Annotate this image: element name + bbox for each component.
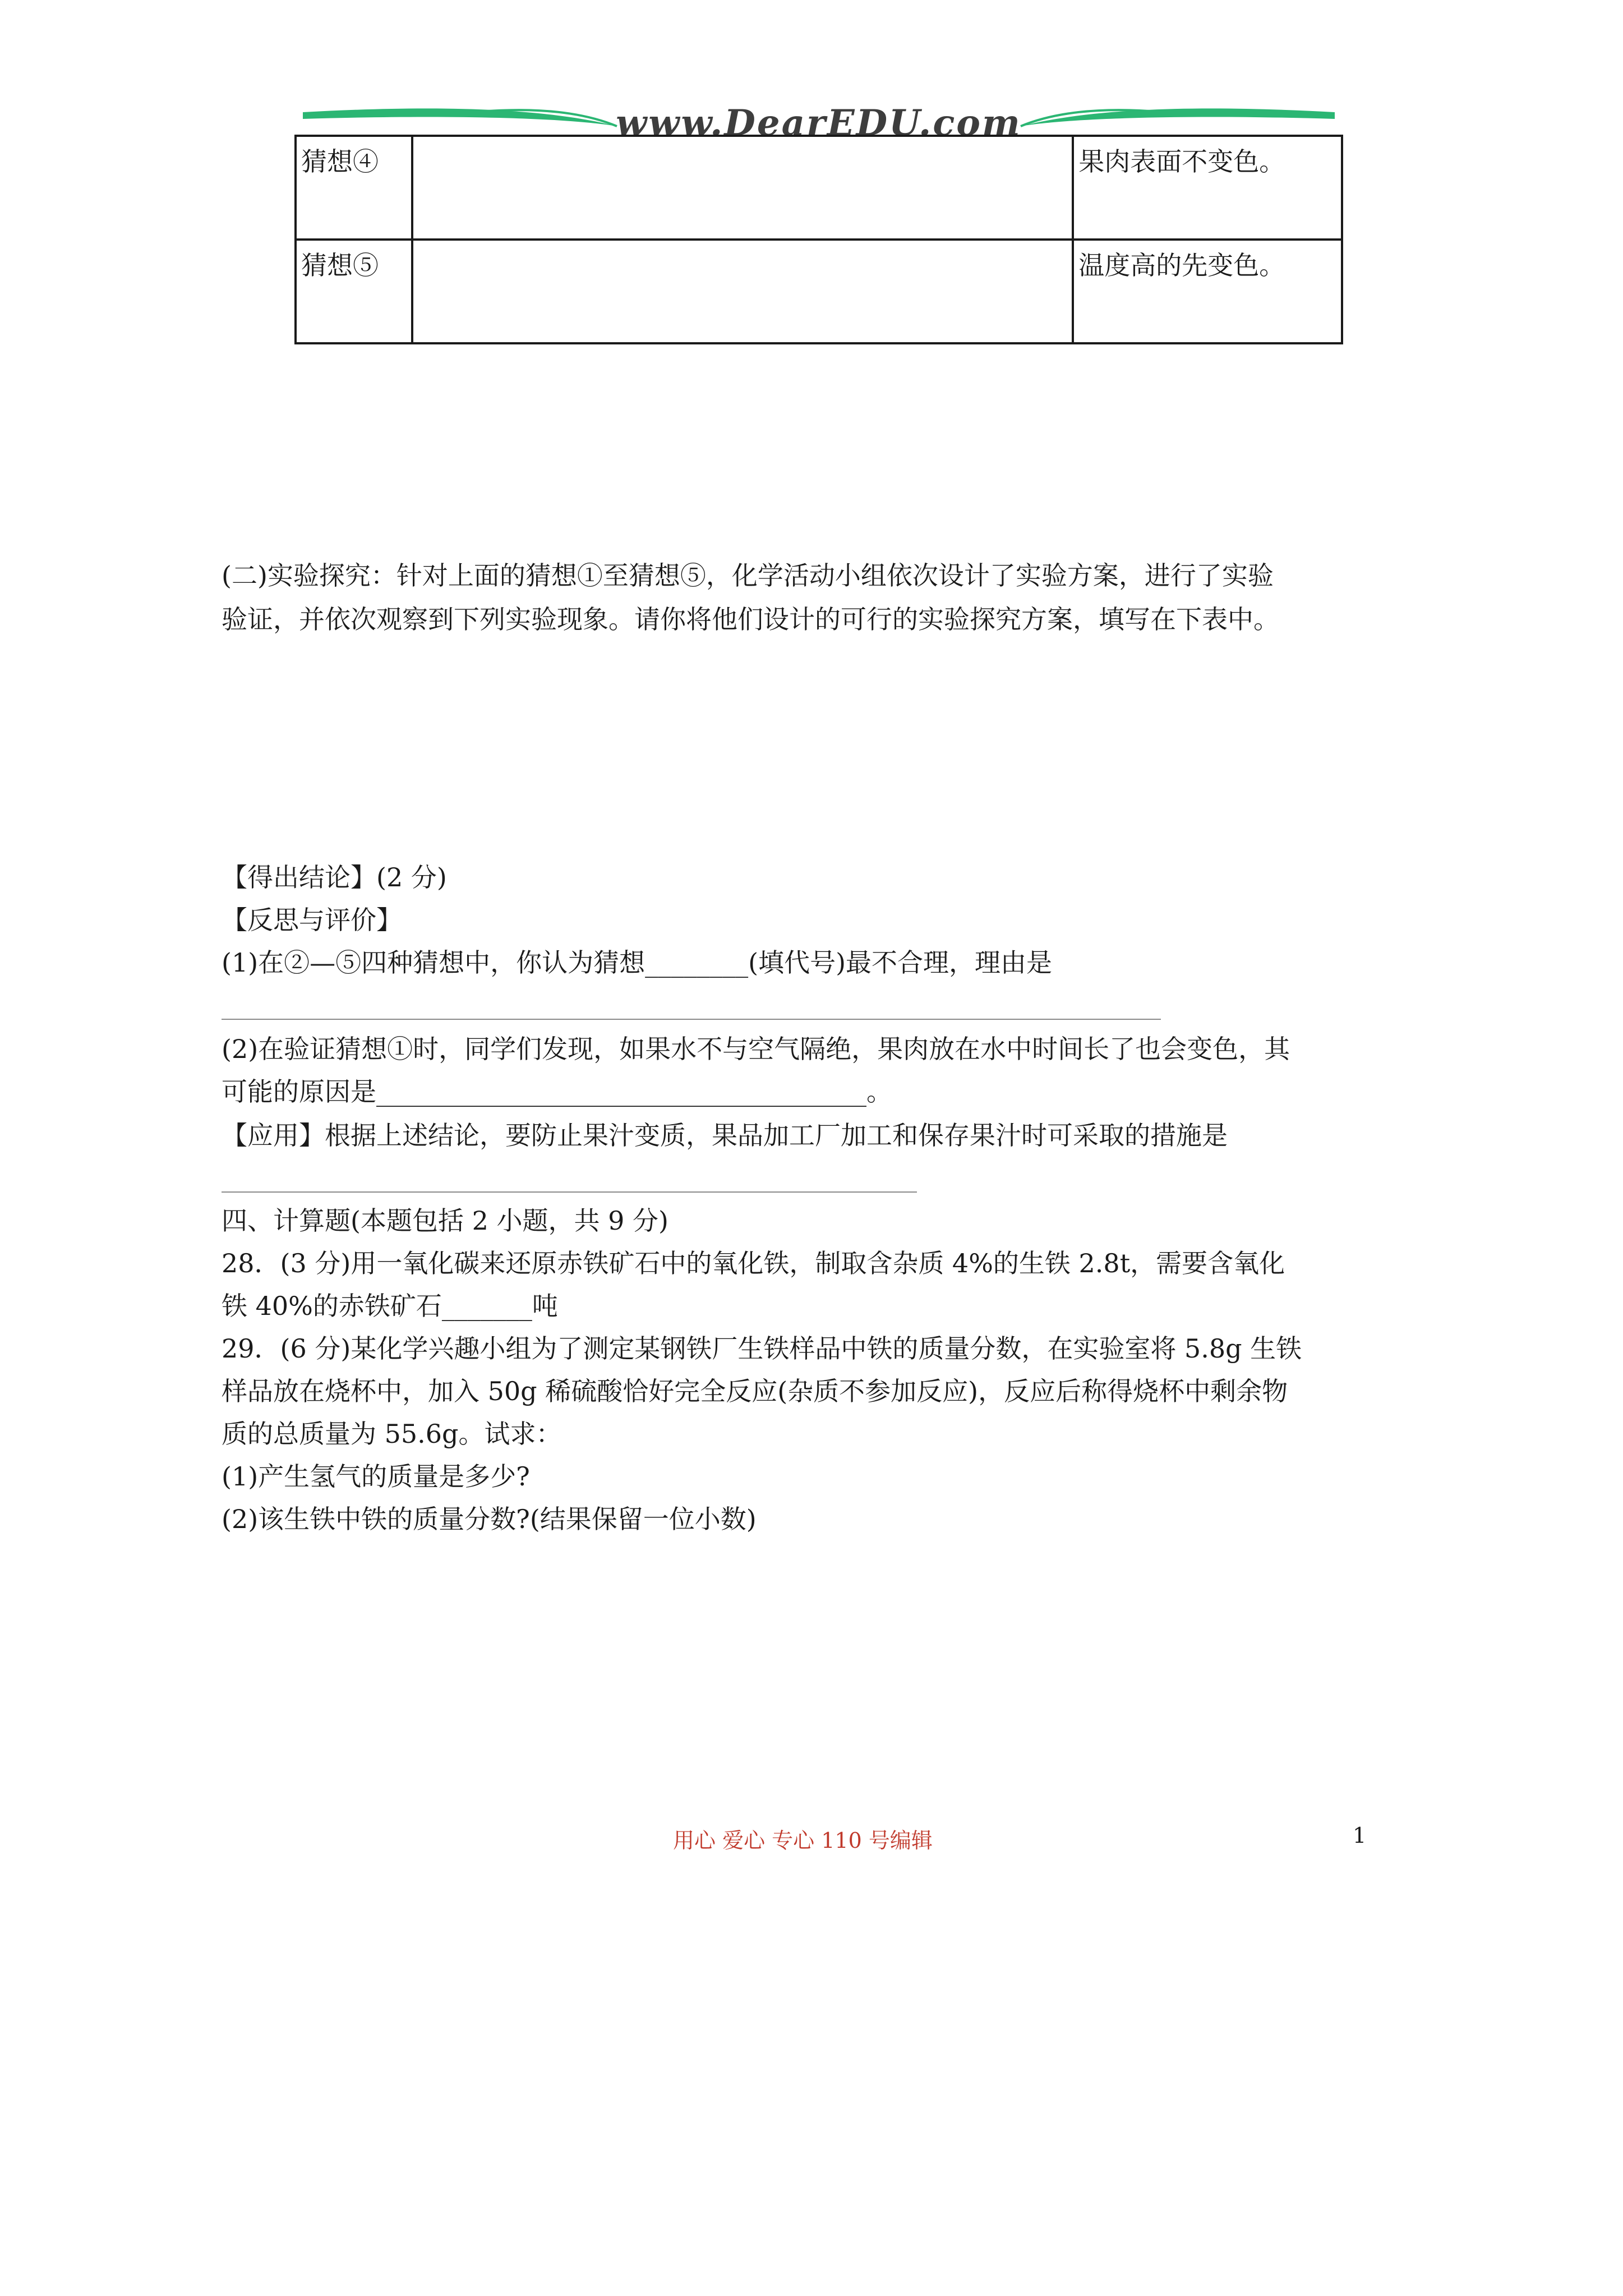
q29-sub2: (2)该生铁中铁的质量分数?(结果保留一位小数)	[222, 1504, 757, 1534]
footer-text: 用心 爱心 专心 110 号编辑	[673, 1828, 933, 1853]
method-cell[interactable]	[412, 240, 1073, 343]
q29-line1: 29．(6 分)某化学兴趣小组为了测定某钢铁厂生铁样品中铁的质量分数，在实验室将 5.8g 生铁	[222, 1333, 1302, 1364]
site-name: www.DearEDU.com	[616, 102, 1022, 144]
result-cell: 果肉表面不变色。	[1073, 136, 1342, 240]
table-row	[296, 136, 1342, 240]
answer-line[interactable]	[222, 1019, 1161, 1020]
conclusion-heading: 【得出结论】(2 分)	[222, 862, 447, 892]
row-label: 猜想⑤	[296, 240, 412, 343]
q29-sub1: (1)产生氢气的质量是多少?	[222, 1461, 530, 1492]
reflection-q2-line1: (2)在验证猜想①时，同学们发现，如果水不与空气隔绝，果肉放在水中时间长了也会变色，其	[222, 1034, 1290, 1064]
q28-line2: 铁 40%的赤铁矿石_______吨	[222, 1291, 558, 1321]
application-text: 【应用】根据上述结论，要防止果汁变质，果品加工厂加工和保存果汁时可采取的措施是	[222, 1120, 1228, 1151]
guess-table	[294, 135, 1343, 344]
method-cell[interactable]	[412, 136, 1073, 240]
q29-line2: 样品放在烧杯中，加入 50g 稀硫酸恰好完全反应(杂质不参加反应)，反应后称得烧杯中剩余物	[222, 1376, 1288, 1406]
section4-heading: 四、计算题(本题包括 2 小题，共 9 分)	[222, 1205, 668, 1236]
q29-line3: 质的总质量为 55.6g。试求：	[222, 1419, 562, 1449]
table-row	[296, 240, 1342, 343]
reflection-q2-line2: 可能的原因是______________________________________。	[222, 1076, 892, 1107]
page-number: 1	[1353, 1823, 1367, 1848]
result-cell: 温度高的先变色。	[1073, 240, 1342, 343]
reflection-q1: (1)在②—⑤四种猜想中，你认为猜想________(填代号)最不合理，理由是	[222, 947, 1053, 978]
q28-line1: 28．(3 分)用一氧化碳来还原赤铁矿石中的氧化铁，制取含杂质 4%的生铁 2.8t，需要含氧化	[222, 1248, 1285, 1278]
row-label: 猜想④	[296, 136, 412, 240]
section2-line1: (二)实验探究：针对上面的猜想①至猜想⑤，化学活动小组依次设计了实验方案，进行了实验	[222, 560, 1274, 591]
section2-line2: 验证，并依次观察到下列实验现象。请你将他们设计的可行的实验探究方案，填写在下表中。	[222, 604, 1279, 634]
answer-line[interactable]	[222, 1191, 917, 1193]
reflection-heading: 【反思与评价】	[222, 905, 402, 935]
